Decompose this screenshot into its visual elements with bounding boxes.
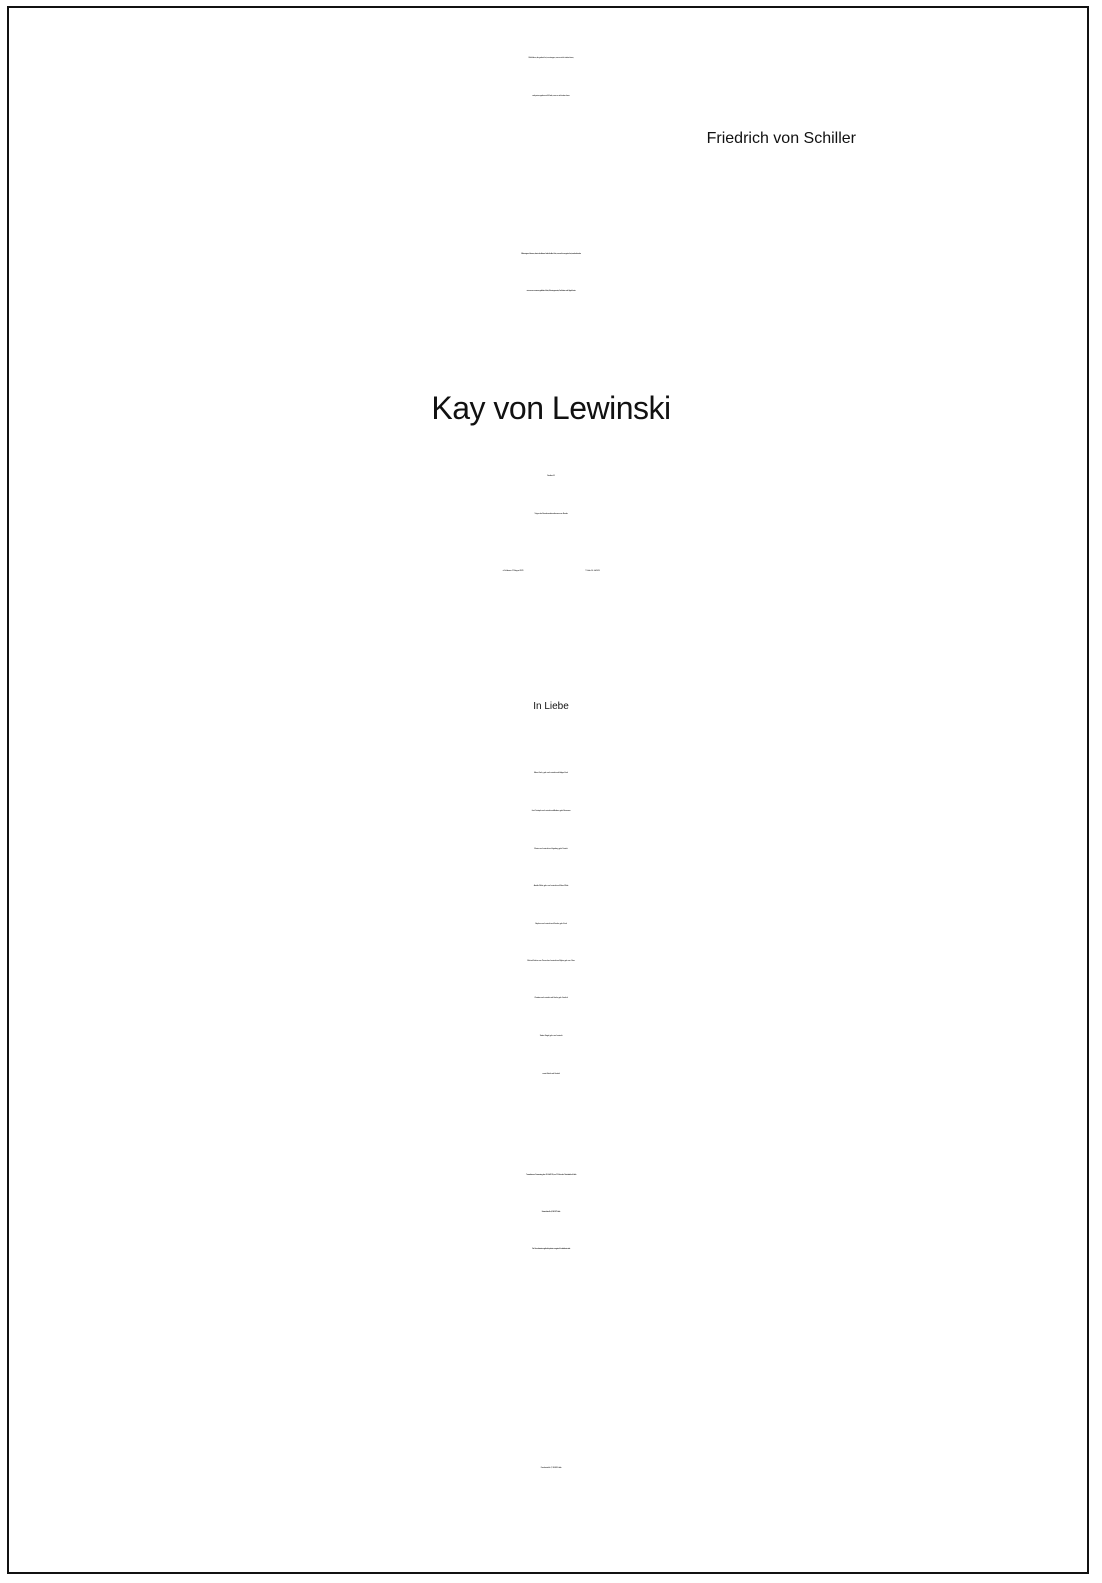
quote-line-1: Wohl dem, der gelernt hat, zu ertragen, was er nicht ändern kann, xyxy=(528,57,574,59)
mourners-heading: In Liebe xyxy=(533,701,569,712)
mourner-line: Amélie Welte, geb. von Lewinski und Klaus Welte xyxy=(533,885,569,887)
mourner-line: Christian von Lewinski und Ursula, geb. Greulich xyxy=(534,997,568,999)
mourner-line: Florian von Lewinski und Ingeborg, geb. Dreisch xyxy=(534,848,568,850)
service-line-3: Die Urnenbeisetzung findet später im engsten Familienkreis statt. xyxy=(531,1248,571,1250)
intro-line-1: Mit traurigem Herzen, aber in dankbarer Liebe für alles Gute, was er für uns getan hat, verabschieden xyxy=(521,253,581,255)
family-address: Dronkestraße 7, 36039 Fulda xyxy=(540,1467,562,1469)
mourner-line: Eileen Koch, geb. von Lewinski und Holger Koch xyxy=(534,772,568,774)
life-dates xyxy=(0,570,1102,572)
intro-line-2: wir uns von unserem geliebten Vater, Schwiegervater, Großvater und Urgroßvater xyxy=(526,290,576,292)
deceased-honor: Träger des Bundesverdienstkreuzes am Bande xyxy=(534,513,568,515)
birth-date: ∗ Schliersee 17. August 1929 xyxy=(502,570,524,572)
deceased-name: Kay von Lewinski xyxy=(431,390,671,426)
service-line-2: Heinrichstraße 4, 36037 Fulda. xyxy=(541,1211,561,1213)
quote-author: Friedrich von Schiller xyxy=(706,130,856,147)
quote-line-2: und preiszugeben mit Würde, was er nicht retten kann. xyxy=(532,95,570,97)
mourner-line: Stephan von Lewinski und Frauke, geb. Koch xyxy=(535,923,567,925)
mourner-line: sowie Enkel und Urenkel xyxy=(542,1073,560,1075)
death-date: † Fulda 10. Juli 2019 xyxy=(585,570,600,572)
notice-border xyxy=(7,6,1089,1574)
service-line-1: Trauerfeier am Donnerstag, den 18. Juli 2019, um 11 Uhr in der Christuskirche Fulda xyxy=(525,1174,577,1176)
mourner-line: Jan-Christoph von Lewinski und Andrea, geb. Baumann xyxy=(531,810,571,812)
mourner-line: Sixtina Siegel, geb. von Lewinski xyxy=(539,1035,563,1037)
deceased-title: Direktor i.R. xyxy=(547,475,555,477)
mourner-line: Michael Freiherr von Preuschen-Lewinski und Sylvia, geb. von Claer xyxy=(527,960,575,962)
